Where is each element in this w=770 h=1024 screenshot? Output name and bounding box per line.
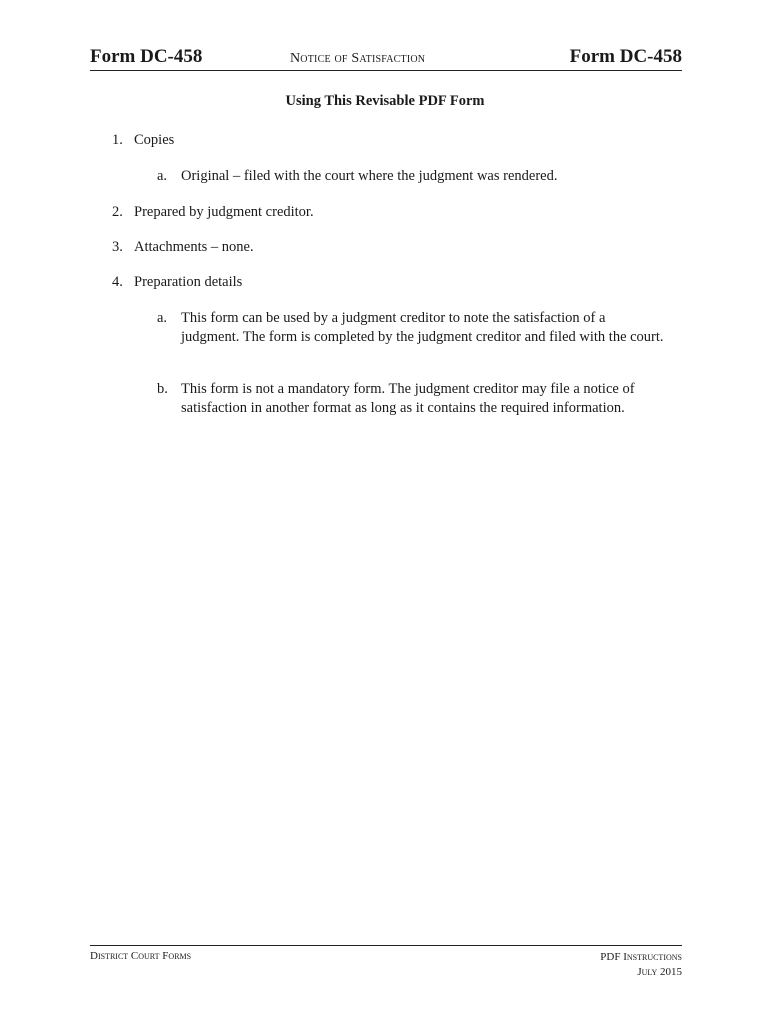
list-item-text: Preparation details — [134, 274, 243, 290]
list-item-number: 1. — [112, 132, 123, 148]
sub-item-1a — [157, 167, 667, 186]
footer-right-label — [600, 950, 682, 980]
sub-item-letter: a. — [157, 310, 168, 326]
list-item-text: Prepared by judgment creditor. — [134, 204, 314, 220]
list-item-3 — [112, 238, 254, 256]
sub-item-text: Original – filed with the court where the judgment was rendered. — [181, 168, 558, 184]
sub-item-text: This form can be used by a judgment creditor to note the satisfaction of a judgment. The form is completed by the judgment creditor and filed with the court. — [181, 310, 664, 345]
footer-left-label: District Court Forms — [90, 950, 192, 962]
form-number-left: Form DC-458 — [90, 46, 203, 67]
document-title: Notice of Satisfaction — [290, 51, 426, 66]
section-heading: Using This Revisable PDF Form — [285, 93, 485, 109]
sub-item-letter: a. — [157, 168, 168, 184]
sub-item-letter: b. — [157, 381, 168, 397]
list-item-number: 3. — [112, 239, 123, 255]
footer-right-line-1: PDF Instructions — [600, 951, 682, 963]
list-item-4 — [112, 273, 242, 291]
sub-item-4a — [157, 309, 667, 346]
form-number-right: Form DC-458 — [569, 46, 682, 67]
sub-item-4b — [157, 380, 667, 417]
list-item-1 — [112, 131, 174, 149]
page-footer — [90, 945, 682, 978]
list-item-2 — [112, 203, 314, 221]
list-item-text: Copies — [134, 132, 175, 148]
list-item-text: Attachments – none. — [134, 239, 254, 255]
list-item-number: 2. — [112, 204, 123, 220]
sub-item-text: This form is not a mandatory form. The judgment creditor may file a notice of satisfaction in another format as long as it contains the required information. — [181, 381, 635, 416]
page-header — [90, 44, 682, 71]
footer-right-line-2: July 2015 — [637, 966, 682, 978]
list-item-number: 4. — [112, 274, 123, 290]
